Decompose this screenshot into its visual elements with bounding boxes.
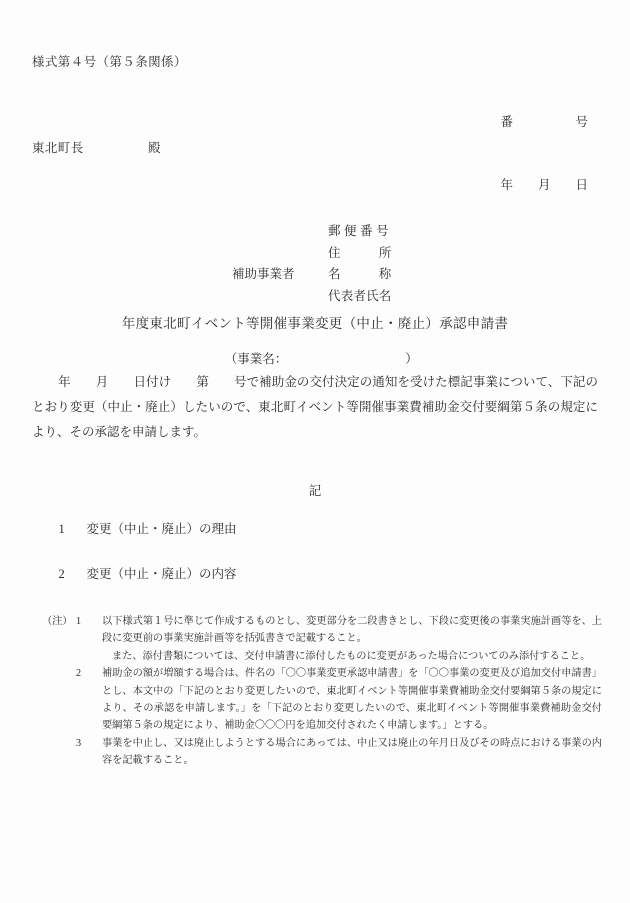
document-number-field: 番 号 [500,115,588,129]
notes-tag: （注） [42,616,73,627]
note-entry [42,613,602,648]
note-text: 以下様式第１号に準じて作成するものとし、変更部分を二段書きとし、下段に変更後の事業実施計画等を、上段に変更前の事業実施計画等を括弧書きで記載すること。 [102,616,602,645]
applicant-name-field: 名 称 [328,267,392,281]
note-entry [42,735,602,770]
list-item [46,549,237,597]
notes-section [42,613,602,770]
project-name-label: （事業名： [224,352,288,366]
document-title: 年度東北町イベント等開催事業変更（中止・廃止）承認申請書 [121,316,509,331]
document-date-field: 年 月 日 [500,178,588,192]
item-label: 変更（中止・廃止）の理由 [86,522,237,536]
form-number: 様式第４号（第５条関係） [32,55,187,69]
item-number: 1 [58,522,65,536]
applicant-label: 補助事業者 [232,267,295,281]
note-subtext: また、添付書類については、交付申請書に添付したものに変更があった場合についてのみ添付すること。 [112,650,591,662]
addressee: 東北町長 殿 [32,141,162,155]
item-number: 2 [58,567,65,581]
applicant-postal-code-field: 郵 便 番 号 [328,224,389,238]
note-text: 事業を中止し、又は廃止しようとする場合にあっては、中止又は廃止の年月日及びその時点における事業の内容を記載すること。 [102,737,602,767]
note-entry [42,665,602,735]
note-number: 1 [76,616,82,627]
list-item [46,504,237,552]
body-paragraph [32,370,598,445]
applicant-representative-field: 代表者氏名 [328,288,392,303]
note-number: 3 [76,737,82,749]
applicant-address-field: 住 所 [328,245,392,260]
ki-marker: 記 [308,484,322,498]
item-label: 変更（中止・廃止）の内容 [86,567,237,581]
project-name-close-paren: ） [405,352,418,366]
body-text: 年 月 日付け 第 号で補助金の交付決定の通知を受けた標記事業について、下記のとおり変更（中止・廃止）したいので、東北町イベント等開催事業費補助金交付要綱第５条の規定により、その承認を申請します。 [32,375,598,439]
note-number: 2 [76,668,82,680]
note-text: 補助金の額が増額する場合は、件名の「〇〇事業変更承認申請書」を「〇〇事業の変更及び追加交付申請書」とし、本文中の「下記のとおり変更したいので、東北町イベント等開催事業費補助金交付要綱第５条の規定により、その承認を申請します。」を「下記のとおり変更したいので、東北町イベント等開催事業費補助金交付要綱第５条の規定により、補助金〇〇〇円を追加交付されたく申請します。」とする。 [102,668,602,732]
